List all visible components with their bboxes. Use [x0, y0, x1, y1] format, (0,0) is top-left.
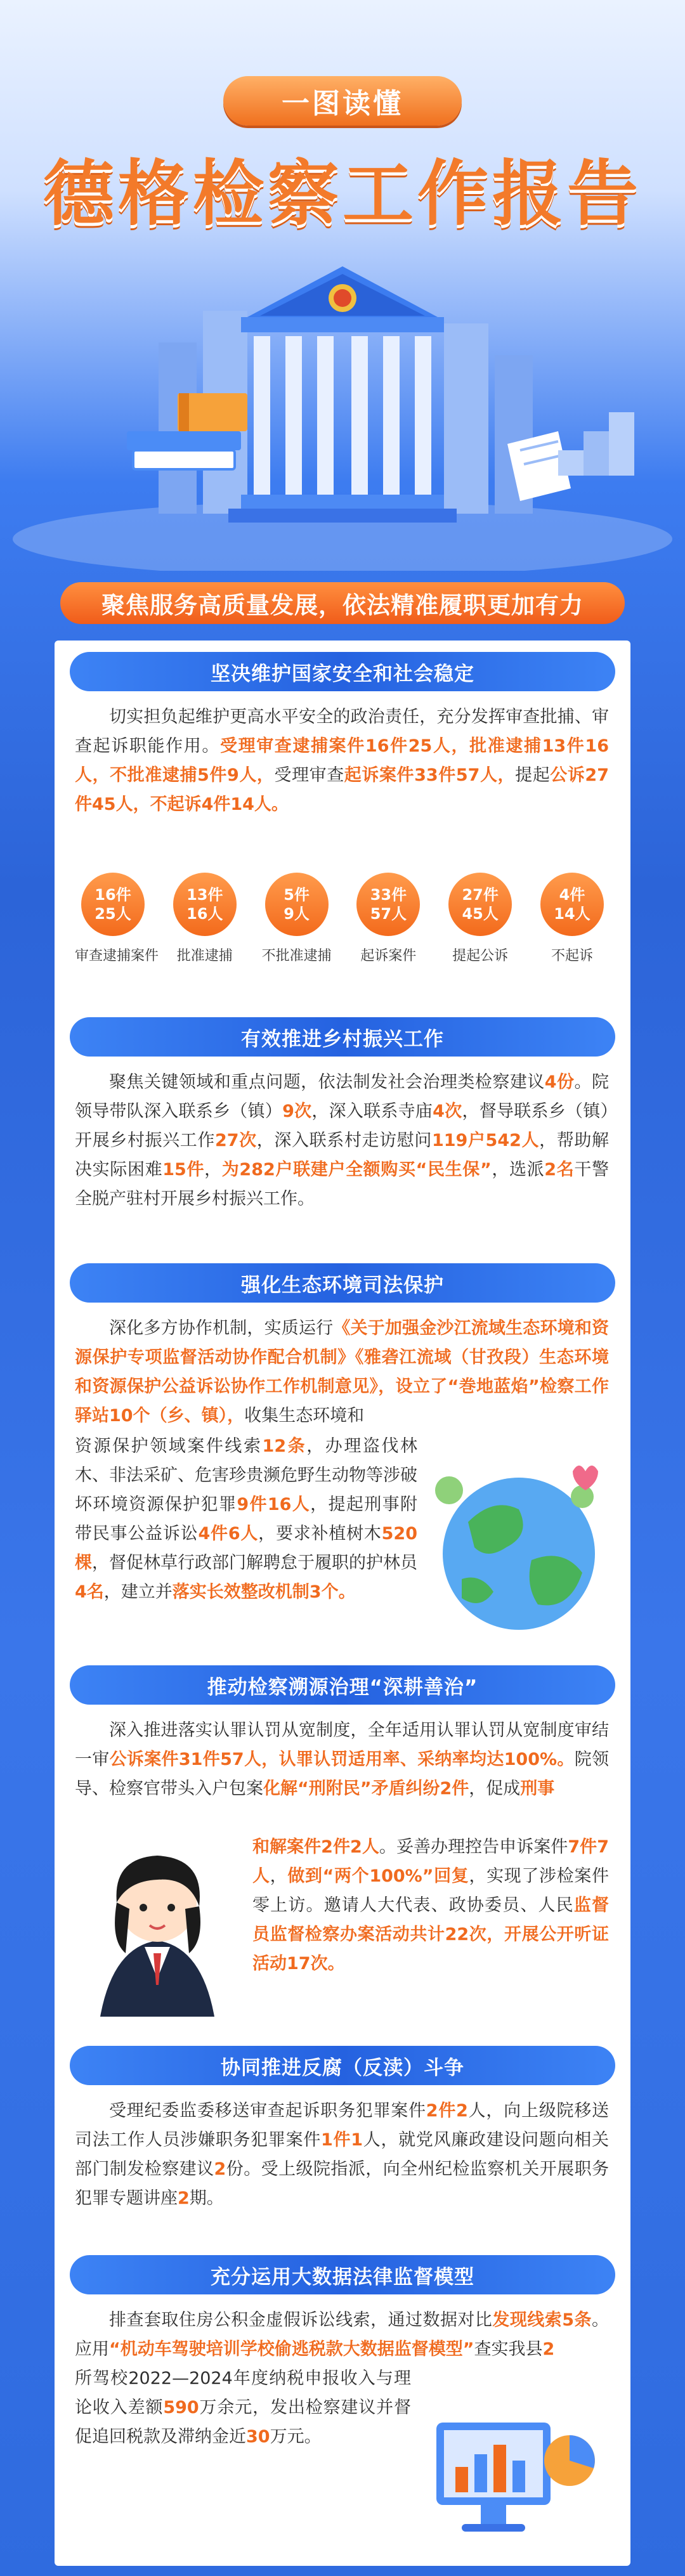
section-paragraph: [75, 1432, 417, 1607]
stat-circle: [173, 873, 237, 936]
body-text: 人，就党风廉政建设问题向相关部门制发检察建议: [75, 2130, 610, 2179]
stat-label: 审查逮捕案件: [75, 948, 159, 964]
section-heading: 坚决维护国家安全和社会稳定: [70, 652, 615, 691]
highlight-text: 起诉案件33件57人，: [344, 765, 516, 785]
body-text: 干警全脱产驻村开展乡村振兴工作。: [75, 1160, 610, 1209]
highlight-text: 9次: [282, 1102, 312, 1121]
section-paragraph: [75, 2306, 609, 2364]
highlight-text: 刑事: [520, 1779, 555, 1799]
stat-circle: [81, 873, 145, 936]
body-text: ，建立并: [103, 1582, 173, 1602]
stat-item: [167, 873, 243, 965]
body-text: ，深入联系村走访慰问: [256, 1131, 432, 1150]
section-heading: 协同推进反腐（反渎）斗争: [70, 2046, 615, 2085]
body-text: 资源保护领域案件线索: [75, 1436, 263, 1456]
stat-count-cases: 13件: [186, 886, 223, 904]
highlight-text: 化解“刑附民”矛盾纠纷2件: [263, 1779, 469, 1799]
main-banner: 聚焦服务高质量发展，依法精准履职更加有力: [60, 582, 625, 624]
highlight-text: 2: [214, 2159, 226, 2179]
stat-count-cases: 33件: [370, 886, 407, 904]
stat-count-persons: 25人: [95, 905, 131, 923]
stats-row: [75, 873, 610, 974]
header-badge: 一图读懂: [223, 76, 462, 126]
body-text: 收集生态环境和: [244, 1406, 365, 1426]
stat-count-persons: 9人: [284, 905, 310, 923]
stat-label: 提起公诉: [452, 948, 509, 964]
body-text: 受理纪委监委移送审查起诉职务犯罪案件: [109, 2101, 426, 2121]
stat-circle: [448, 873, 512, 936]
body-text: ，: [204, 1160, 222, 1180]
body-text: ，督促林草行政部门解聘怠于履职的护林员: [92, 1553, 417, 1573]
highlight-text: 4名: [75, 1582, 104, 1602]
highlight-text: 做到“两个100%”回复: [287, 1866, 469, 1886]
body-text: 受理审查: [274, 765, 344, 785]
highlight-text: 1件1: [321, 2130, 363, 2150]
highlight-text: 9件16人: [237, 1495, 311, 1514]
highlight-text: 4次: [433, 1102, 462, 1121]
highlight-text: 590: [163, 2398, 199, 2417]
stat-label: 不起诉: [551, 948, 593, 964]
stat-count-persons: 57人: [370, 905, 407, 923]
highlight-text: 监督员监督检察办案活动共计22次，开展公开听证活动17次。: [252, 1896, 610, 1974]
stat-item: [75, 873, 159, 965]
body-text: 。应用: [75, 2310, 609, 2359]
body-text: 排查套取住房公积金虚假诉讼线索，通过数据对比: [109, 2310, 493, 2330]
body-text: 期。: [189, 2189, 224, 2208]
highlight-text: 发现线索5条: [492, 2310, 592, 2330]
section-paragraph: [75, 2097, 609, 2213]
body-text: 查实我县: [474, 2339, 543, 2359]
body-text: 人，向上级院移送司法工作人员涉嫌职务犯罪案件: [75, 2101, 610, 2150]
highlight-text: 2: [542, 2339, 555, 2359]
body-text: ，提起刑事附带民事公益诉讼: [75, 1495, 417, 1544]
stat-count-cases: 27件: [462, 886, 499, 904]
prosecutor-avatar: [75, 1826, 240, 2017]
highlight-text: “机动车驾驶培训学校偷逃税款大数据监督模型”: [109, 2339, 474, 2359]
stat-label: 不批准逮捕: [261, 948, 332, 964]
stat-label: 批准逮捕: [176, 948, 233, 964]
body-text: ，: [270, 1866, 288, 1886]
section-paragraph: [75, 1716, 609, 1804]
stat-count-persons: 45人: [462, 905, 499, 923]
stat-count-persons: 16人: [186, 905, 223, 923]
stat-item: [534, 873, 610, 965]
highlight-text: 27次: [214, 1131, 257, 1150]
highlight-text: 受理审查逮捕案件16件25人，批准逮捕13件16人，不批准逮捕5件9人，: [75, 736, 609, 785]
section-paragraph: [252, 1833, 609, 1979]
body-text: 。妥善办理控告申诉案件: [379, 1837, 568, 1857]
body-text: ，帮助解决实际困难: [75, 1131, 610, 1180]
highlight-text: 15件: [162, 1160, 205, 1180]
highlight-text: 落实长效整改机制3个。: [172, 1582, 356, 1602]
stat-circle: [540, 873, 604, 936]
highlight-text: 和解案件2件2人: [252, 1837, 379, 1857]
stat-item: [442, 873, 518, 965]
body-text: 所驾校2022—2024年度纳税申报收入与理论收入差额: [75, 2369, 411, 2417]
report-title: 德格检察工作报告: [43, 153, 642, 235]
stat-item: [259, 873, 335, 965]
stat-count-cases: 4件: [559, 886, 585, 904]
stat-item: [350, 873, 426, 965]
stat-circle: [265, 873, 329, 936]
body-text: ，督导联系乡（镇）开展乡村振兴工作: [75, 1102, 609, 1150]
section-heading: 强化生态环境司法保护: [70, 1263, 615, 1303]
section-paragraph: [75, 703, 609, 819]
procuratorate-building-illustration: [0, 241, 685, 571]
body-text: 院领导、检察官带头入户包案: [75, 1750, 609, 1799]
stat-label: 起诉案件: [360, 948, 417, 964]
body-text: ，要求补植树木: [258, 1524, 382, 1544]
highlight-text: 30: [246, 2427, 270, 2447]
highlight-text: 2件2: [426, 2101, 468, 2121]
highlight-text: 2: [178, 2189, 190, 2208]
body-text: 提起: [515, 765, 551, 785]
section-paragraph: [75, 2364, 411, 2452]
section-paragraph: [75, 1314, 609, 1431]
stat-count-cases: 16件: [95, 886, 131, 904]
body-text: 万余元，发出检察建议并督促追回税款及滞纳金近: [75, 2398, 412, 2447]
section-heading: 有效推进乡村振兴工作: [70, 1017, 615, 1057]
highlight-text: 为282户联建户全额购买“民生保”: [221, 1160, 492, 1180]
data-analytics-illustration: [424, 2384, 608, 2556]
highlight-text: 2名: [544, 1160, 575, 1180]
stat-circle: [356, 873, 420, 936]
body-text: 深化多方协作机制，实质运行: [109, 1318, 334, 1338]
highlight-text: 12条: [262, 1436, 307, 1456]
body-text: ，选派: [491, 1160, 545, 1180]
highlight-text: 7件7人: [252, 1837, 610, 1886]
body-text: 份。受上级院指派，向全州纪检监察机关开展职务犯罪专题讲座: [75, 2159, 610, 2208]
body-text: ，深入联系寺庙: [311, 1102, 433, 1121]
highlight-text: 119户542人: [431, 1131, 540, 1150]
section-heading: 充分运用大数据法律监督模型: [70, 2255, 615, 2294]
earth-globe-icon: [424, 1452, 608, 1643]
body-text: 。院领导带队深入联系乡（镇）: [75, 1072, 610, 1121]
stat-count-cases: 5件: [284, 886, 310, 904]
highlight-text: 公诉案件31件57人，认罪认罚适用率、采纳率均达100%。: [109, 1750, 575, 1769]
body-text: ，促成: [469, 1779, 521, 1799]
body-text: ，办理盗伐林木、非法采矿、危害珍贵濒危野生动物等涉破坏环境资源保护犯罪: [75, 1436, 418, 1514]
highlight-text: 4件6人: [198, 1524, 259, 1544]
section-paragraph: [75, 1068, 609, 1214]
body-text: 聚焦关键领域和重点问题，依法制发社会治理类检察建议: [109, 1072, 545, 1092]
body-text: 切实担负起维护更高水平安全的政治责任，充分发挥审查批捕、审查起诉职能作用。: [75, 707, 609, 756]
stat-count-persons: 14人: [554, 905, 590, 923]
section-heading: 推动检察溯源治理“深耕善治”: [70, 1665, 615, 1705]
body-text: 万元。: [270, 2427, 322, 2447]
highlight-text: 《关于加强金沙江流域生态环境和资源保护专项监督活动协作配合机制》《雅砻江流域（甘孜段）生态环境和资源保护公益诉讼协作工作机制意见》，设立了“巻地蓝焰”检察工作驿站10个（乡、镇），: [75, 1318, 610, 1426]
highlight-text: 公诉27件45人，不起诉4件14人。: [75, 765, 610, 814]
highlight-text: 4份: [544, 1072, 575, 1092]
highlight-text: 520棵: [75, 1524, 418, 1573]
body-text: ，实现了涉检案件零上访。邀请人大代表、政协委员、人民: [252, 1866, 610, 1915]
body-text: 深入推进落实认罪认罚从宽制度，全年适用认罪认罚从宽制度审结一审: [75, 1721, 609, 1769]
